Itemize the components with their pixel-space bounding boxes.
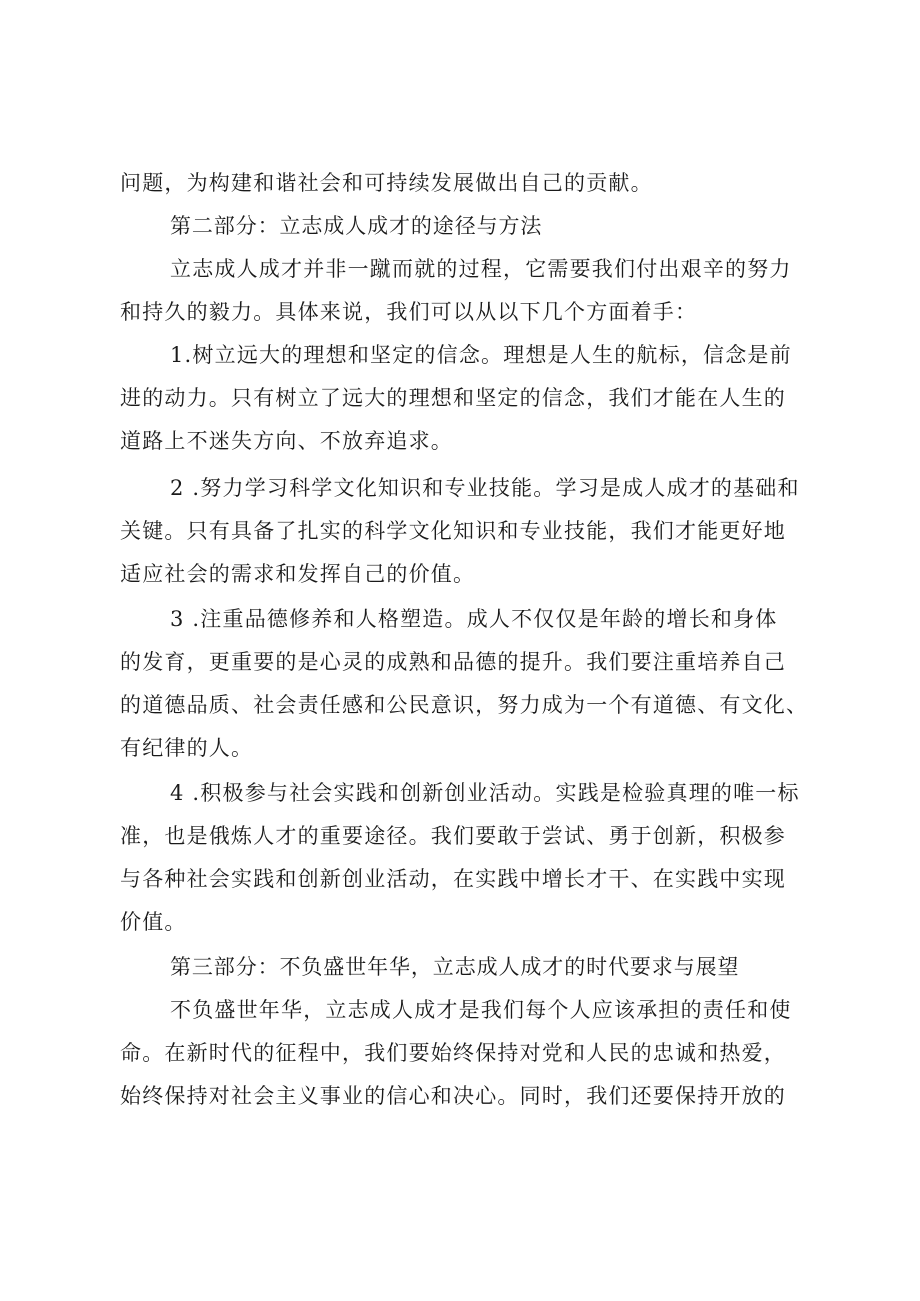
paragraph-line: 适应社会的需求和发挥自己的价值。 [120,562,476,586]
list-item-4-line: 4 .积极参与社会实践和创新创业活动。实践是检验真理的唯一标 [170,781,800,805]
paragraph-line: 始终保持对社会主义事业的信心和决心。同时，我们还要保持开放的 [120,1084,786,1108]
paragraph-line: 进的动力。只有树立了远大的理想和坚定的信念，我们才能在人生的 [120,386,786,410]
list-item-1-line: 1.树立远大的理想和坚定的信念。理想是人生的航标，信念是前 [170,343,792,367]
paragraph-line: 不负盛世年华，立志成人成才是我们每个人应该承担的责任和使 [170,998,792,1022]
paragraph-line: 有纪律的人。 [120,736,254,760]
paragraph-line: 准，也是俄炼人才的重要途径。我们要敢于尝试、勇于创新，积极参 [120,824,786,848]
paragraph-line: 命。在新时代的征程中，我们要始终保持对党和人民的忠诚和热爱， [120,1041,786,1065]
section-heading-part-three: 第三部分：不负盛世年华，立志成人成才的时代要求与展望 [170,955,740,979]
paragraph-line: 问题，为构建和谐社会和可持续发展做出自己的贡献。 [120,171,653,195]
paragraph-line: 价值。 [120,910,187,934]
paragraph-line: 立志成人成才并非一蹴而就的过程，它需要我们付出艰辛的努力 [170,257,792,281]
list-item-2-line: 2 .努力学习科学文化知识和专业技能。学习是成人成才的基础和 [170,476,800,500]
section-heading-part-two: 第二部分：立志成人成才的途径与方法 [170,214,543,238]
paragraph-line: 的道德品质、社会责任感和公民意识，努力成为一个有道德、有文化、 [120,693,809,717]
paragraph-line: 道路上不迷失方向、不放弃追求。 [120,429,453,453]
paragraph-line: 关键。只有具备了扎实的科学文化知识和专业技能，我们才能更好地 [120,519,786,543]
paragraph-line: 与各种社会实践和创新创业活动，在实践中增长才干、在实践中实现 [120,867,786,891]
list-item-3-line: 3 .注重品德修养和人格塑造。成人不仅仅是年龄的增长和身体 [170,607,778,631]
paragraph-line: 和持久的毅力。具体来说，我们可以从以下几个方面着手： [120,300,698,324]
paragraph-line: 的发育，更重要的是心灵的成熟和品德的提升。我们要注重培养自己 [120,650,786,674]
